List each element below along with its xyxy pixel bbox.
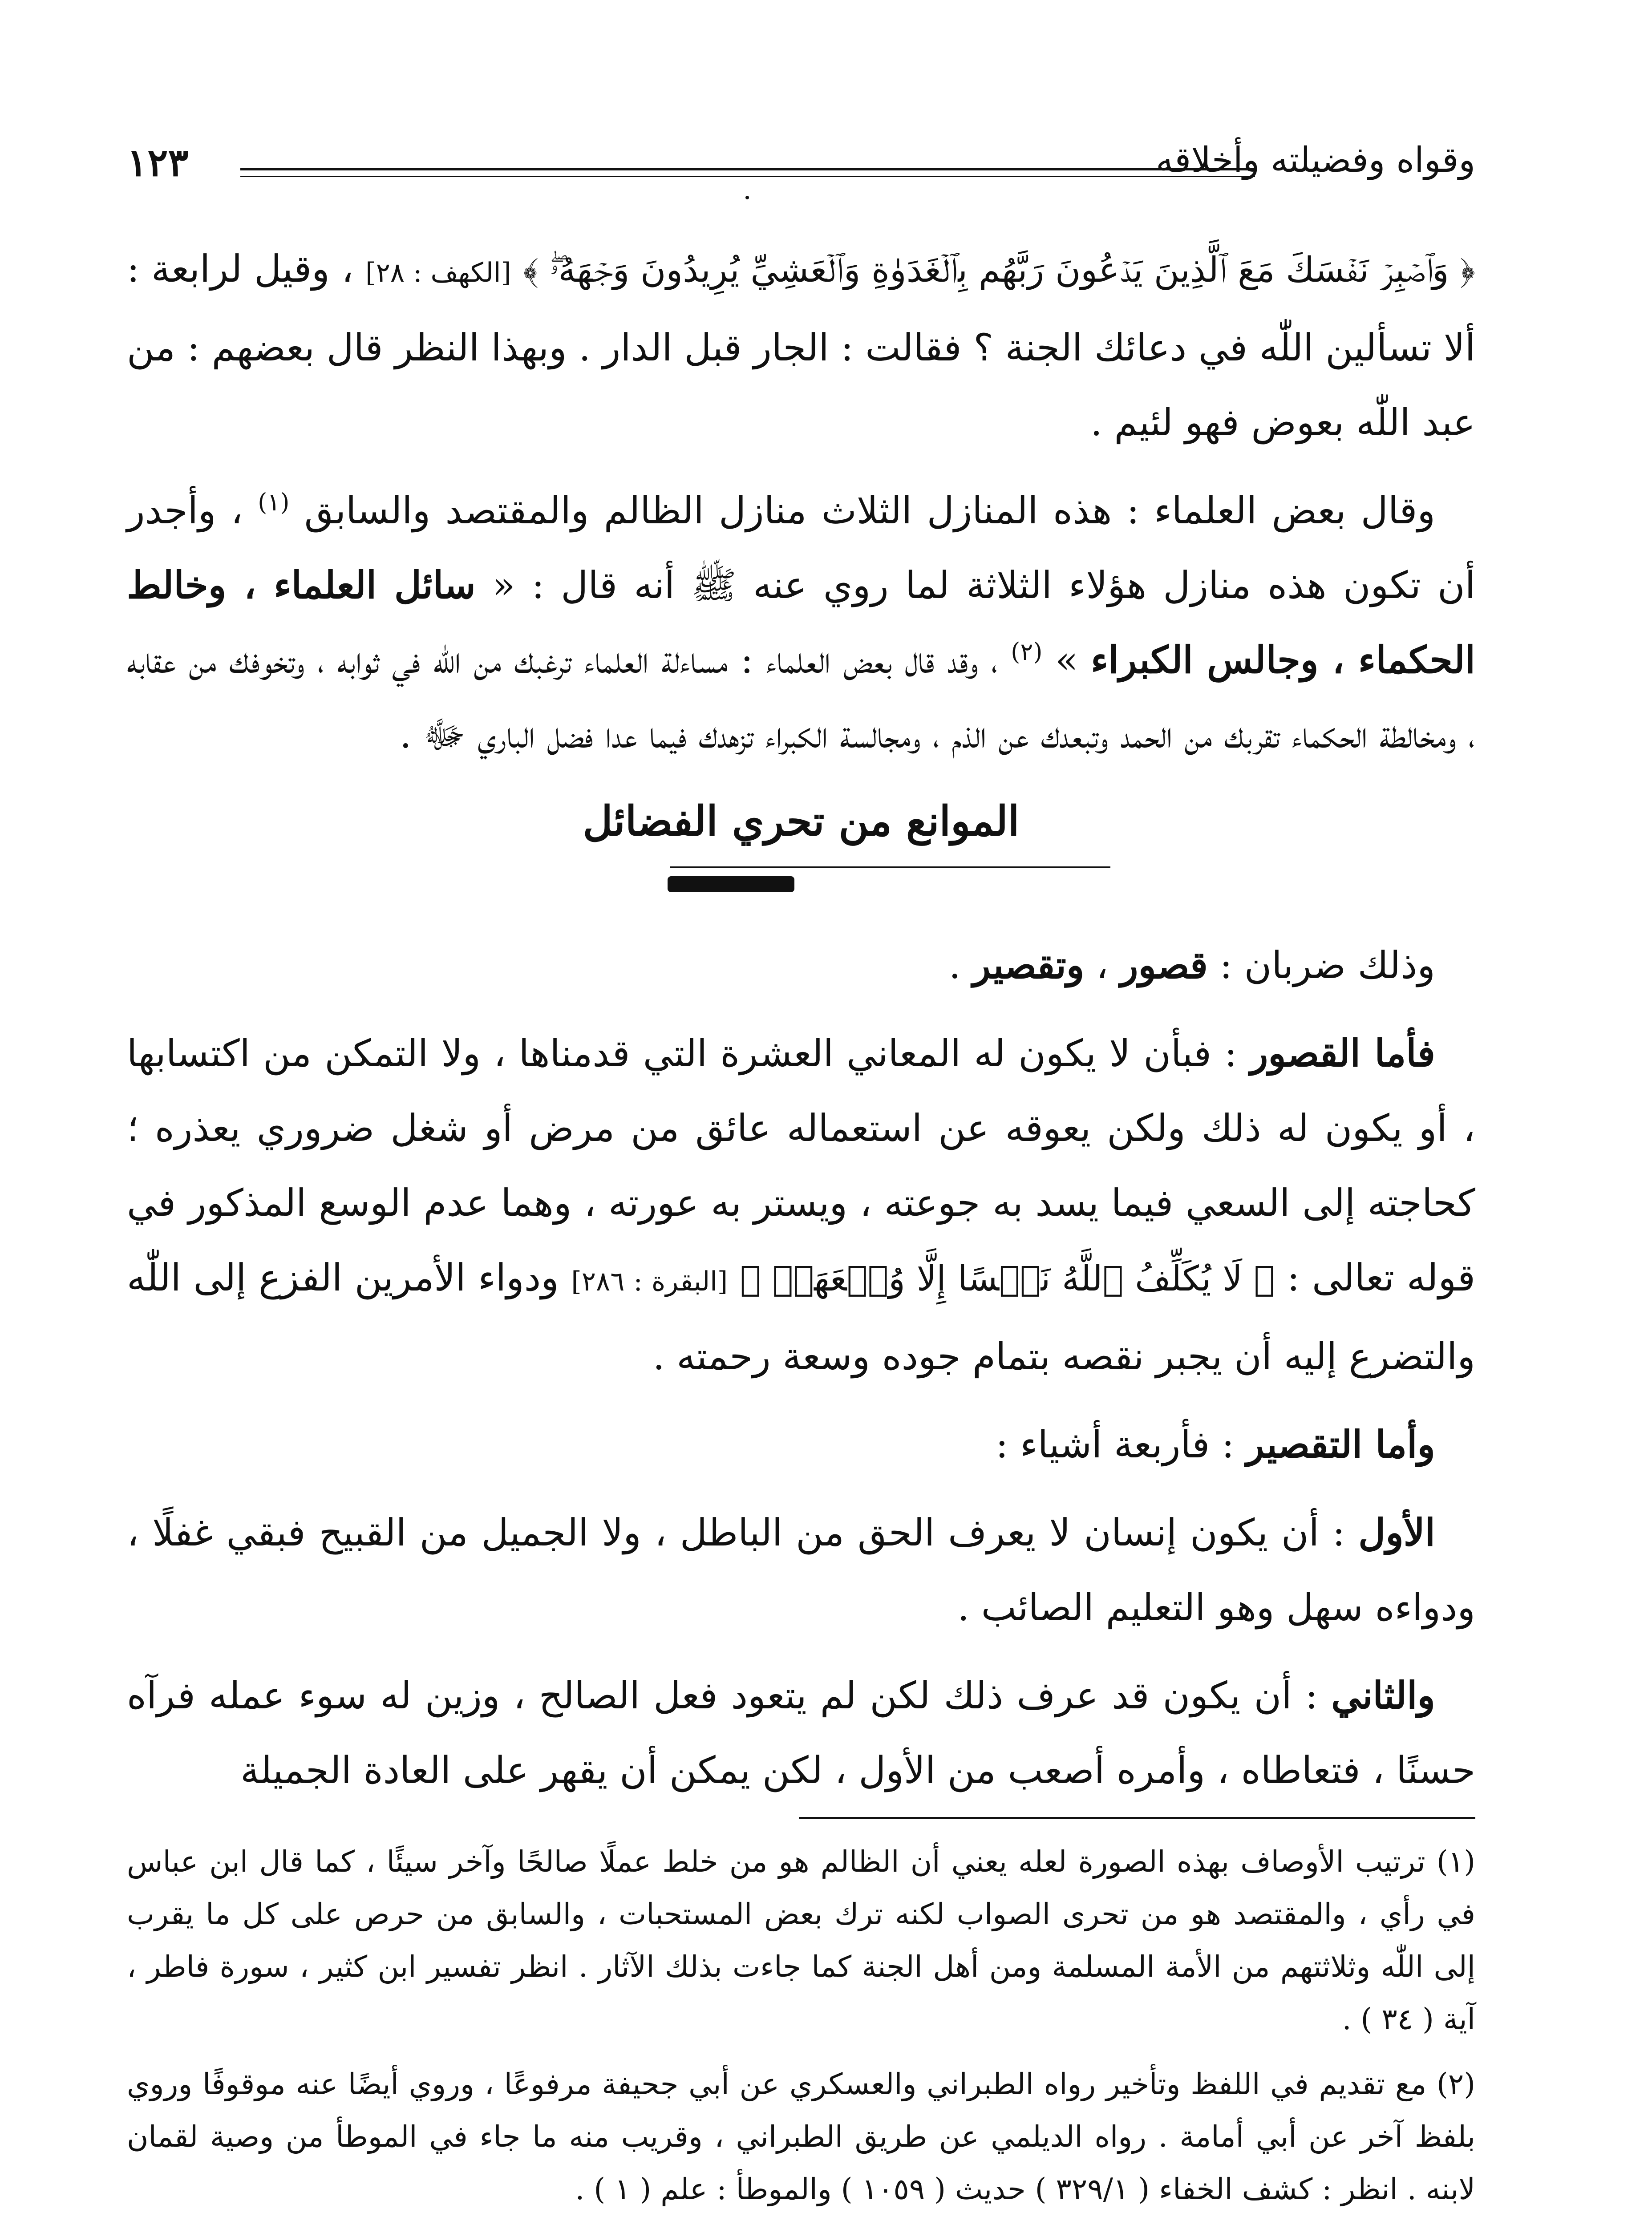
paragraph-text: ودواء الأمرين الفزع إلى اللّٰه والتضرع إليه أن يجبر نقصه بتمام جوده وسعة رحمته . <box>127 1256 1475 1378</box>
paragraph-text: وذلك ضربان : <box>1219 943 1435 987</box>
quran-verse: ﴿ لَا يُكَلِّفُ ٱللَّهُ نَفۡسًا إِلَّا وُسۡعَهَاۚ ﴾ <box>740 1259 1275 1299</box>
period: . <box>949 943 961 987</box>
verse-reference: [البقرة : ٢٨٦] <box>571 1266 728 1297</box>
lead-term: فأما القصور <box>1250 1031 1436 1075</box>
paragraph-text: : فبأن لا يكون له المعاني العشرة التي قدمناها ، ولا التمكن من اكتسابها ، أو يكون له ذلك ولكن يعوقه عن استعماله عائق من مرض أو شغل ضروري يعذره ؛ كحاجته إلى السعي فيما يسد به جوعته ، ويستر به عورته ، وهما عدم الوسع المذكور في قوله تعالى : <box>127 1032 1476 1299</box>
section-heading: الموانع من تحري الفضائل <box>583 797 1020 845</box>
paragraph-text: ، وقيل لرابعة : ألا تسألين اللّٰه في دعائك الجنة ؟ فقالت : الجار قبل الدار . وبهذا النظر قال بعضهم : من عبد اللّٰه بعوض فهو لئيم . <box>127 247 1475 444</box>
running-title: وقواه وفضيلته وأخلاقه <box>1156 140 1475 180</box>
paragraph-5 <box>127 1407 1475 1482</box>
paragraph-text: وقال بعض العلماء : هذه المنازل الثلاث منازل الظالم والمقتصد والسابق <box>304 489 1436 532</box>
term-qusur: قصور <box>1120 943 1208 987</box>
heading-rule <box>670 866 1110 868</box>
term-taqsir: وتقصير <box>972 943 1085 987</box>
footnotes <box>127 1836 1475 2225</box>
lead-term: وأما التقصير <box>1246 1422 1435 1466</box>
footnote-marker-1: (١) <box>258 488 290 516</box>
paragraph-6 <box>127 1495 1475 1645</box>
paragraph-2 <box>127 473 1475 772</box>
main-text <box>127 231 1475 1821</box>
paragraph-1 <box>127 231 1475 460</box>
quran-verse: ﴿ وَٱصۡبِرۡ نَفۡسَكَ مَعَ ٱلَّذِينَ يَدۡعُونَ رَبَّهُم بِٱلۡغَدَوٰةِ وَٱلۡعَشِيِّ يُرِيدُونَ وَجۡهَهُۥۖ ﴾ <box>523 250 1475 290</box>
paragraph-3 <box>127 928 1475 1003</box>
quote-close: » <box>1055 638 1078 682</box>
footnote-1: (١) ترتيب الأوصاف بهذه الصورة لعله يعني أن الظالم هو من خلط عملًا صالحًا وآخر سيئًا ، كما قال ابن عباس في رأي ، والمقتصد هو من تحرى الصواب لكنه ترك بعض المستحبات ، والسابق من حرص على كل ما يقرب إلى اللّٰه وثلاثتهم من الأمة المسلمة ومن أهل الجنة كما جاءت بذلك الآثار . انظر تفسير ابن كثير ، سورة فاطر ، آية ( ٣٤ ) . <box>127 1845 1475 2036</box>
paragraph-text: : فأربعة أشياء : <box>996 1423 1235 1466</box>
footnote-separator <box>799 1817 1475 1819</box>
verse-reference: [الكهف : ٢٨] <box>365 257 511 288</box>
paragraph-text: ، وأجدر أن تكون هذه منازل هؤلاء الثلاثة لما روي عنه ﷺ أنه قال : « <box>127 489 1475 607</box>
paragraph-text: : أن يكون إنسان لا يعرف الحق من الباطل ، ولا الجميل من القبيح فبقي غفلًا ، ودواءه سهل وهو التعليم الصائب . <box>127 1511 1475 1629</box>
paragraph-4 <box>127 1016 1475 1394</box>
heading-ornament <box>668 876 794 892</box>
separator: ، <box>1096 943 1109 987</box>
paragraph-7 <box>127 1658 1475 1808</box>
header-dot <box>745 196 749 199</box>
header-rule-thin <box>240 176 1255 177</box>
page-number: ١٢٣ <box>127 140 189 185</box>
footnote-2: (٢) مع تقديم في اللفظ وتأخير رواه الطبراني والعسكري عن أبي جحيفة مرفوعًا ، وروي أيضًا عنه موقوفًا وروي بلفظ آخر عن أبي أمامة . رواه الديلمي عن طريق الطبراني ، وقريب منه ما جاء في الموطأ من وصية لقمان لابنه . انظر : كشف الخفاء ( ٣٢٩/١ ) حديث ( ١٠٥٩ ) والموطأ : علم ( ١ ) . <box>127 2067 1475 2206</box>
header-rule <box>240 168 1255 170</box>
footnote-marker-2: (٢) <box>1011 638 1043 666</box>
section-heading-block <box>127 785 1475 919</box>
paragraph-text: : أن يكون قد عرف ذلك لكن لم يتعود فعل الصالح ، وزين له سوء عمله فرآه حسنًا ، فتعاطاه ، وأمره أصعب من الأول ، لكن يمكن أن يقهر على العادة الجميلة <box>127 1674 1475 1792</box>
paragraph-text: ، وقد قال بعض العلماء : مساءلة العلماء ترغبك من اللّٰه في ثوابه ، وتخوفك من عقابه ، ومخالطة الحكماء تقربك من الحمد وتبعدك عن الذم ، ومجالسة الكبراء تزهدك فيما عدا فضل الباري ﷻ . <box>127 638 1475 756</box>
running-header <box>127 140 1475 194</box>
lead-term: والثاني <box>1331 1673 1435 1717</box>
hadith-text: سائل العلماء ، وخالط الحكماء ، وجالس الكبراء <box>127 563 1476 682</box>
lead-term: الأول <box>1358 1510 1435 1554</box>
